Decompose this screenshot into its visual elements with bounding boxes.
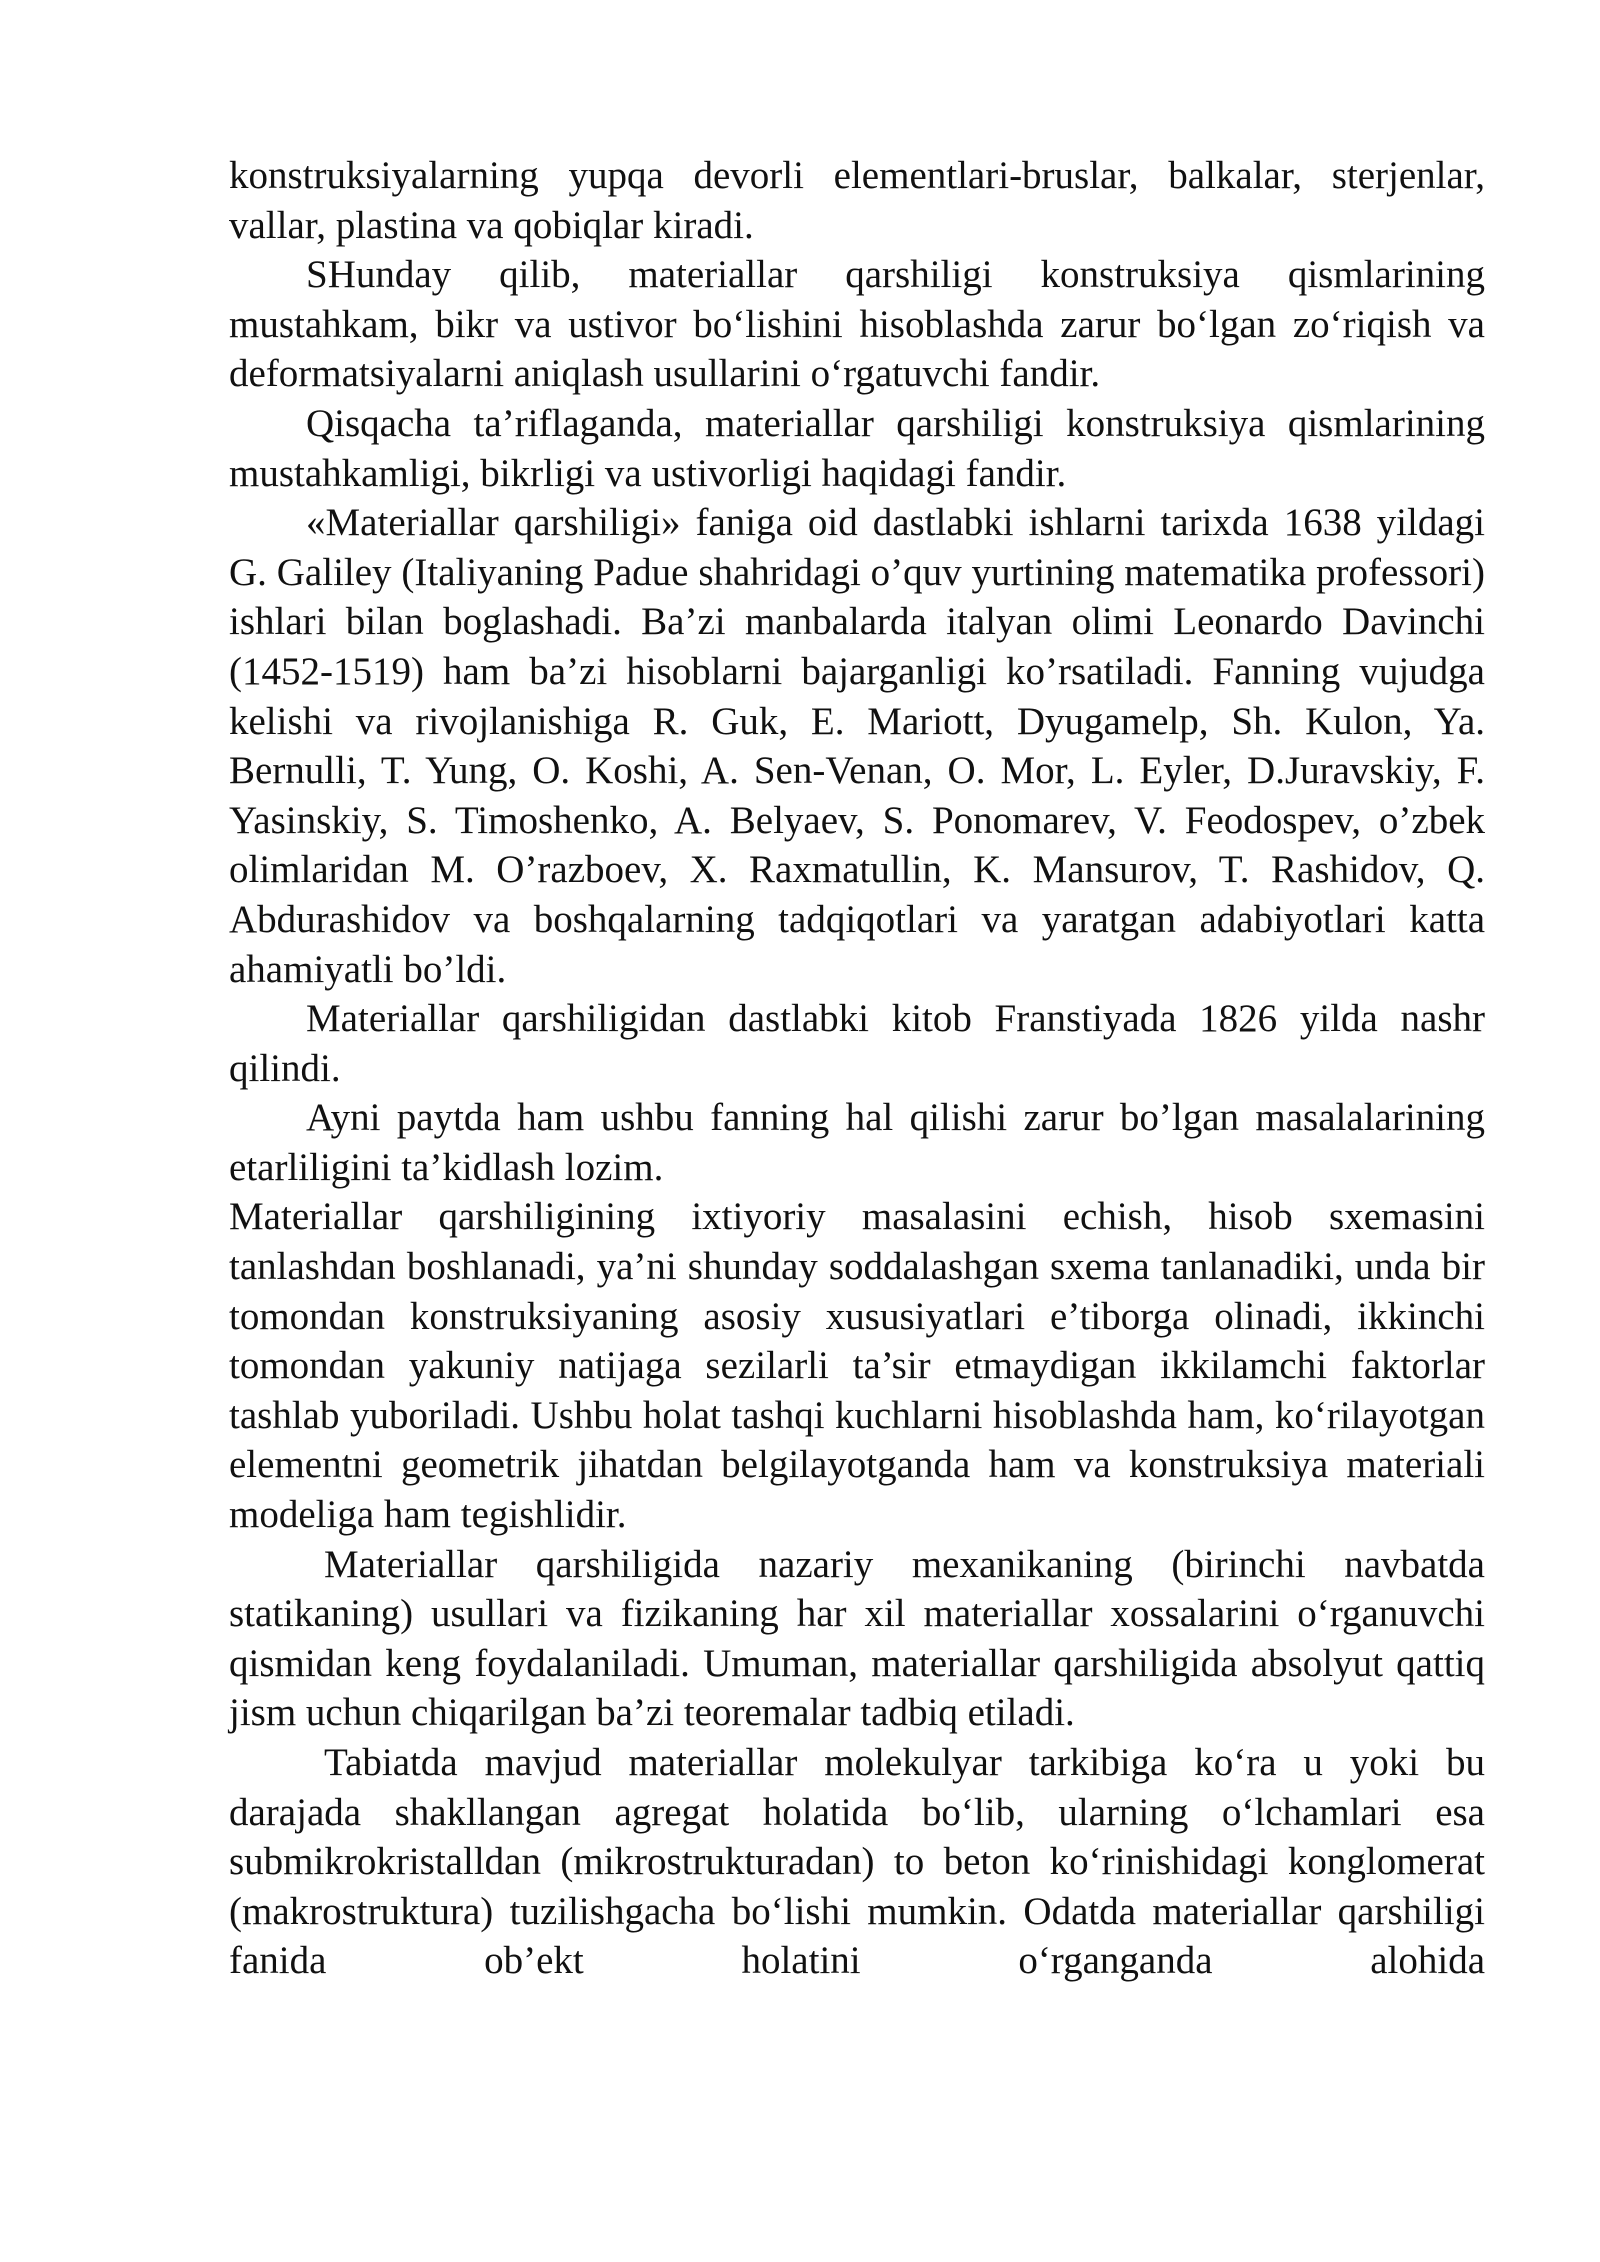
paragraph-5: Materiallar qarshiligidan dastlabki kitob Franstiyada 1826 yilda nashr qilindi.: [229, 997, 1485, 1090]
paragraph-4: «Materiallar qarshiligi» faniga oid dastlabki ishlarni tarixda 1638 yildagi G. Galiley (Italiyaning Padue shahridagi o’quv yurtining matematika professori) ishlari bilan boglashadi. Ba’zi manbalarda italyan olimi Leonardo Davinchi (1452-1519) ham ba’zi hisoblarni bajarganligi ko’rsatiladi. Fanning vujudga kelishi va rivojlanishiga R. Guk, E. Mariott, Dyugamelp, Sh. Kulon, Ya. Bernulli, T. Yung, O. Koshi, A. Sen-Venan, O. Mor, L. Eyler, D.Juravskiy, F. Yasinskiy, S. Timoshenko, A. Belyaev, S. Ponomarev, V. Feodospev, o’zbek olimlaridan M. O’razboev, X. Raxmatullin, K. Mansurov, T. Rashidov, Q. Abdurashidov va boshqalarning tadqiqotlari va yaratgan adabiyotlari katta ahamiyatli bo’ldi.: [229, 501, 1485, 991]
paragraph-6: Ayni paytda ham ushbu fanning hal qilishi zarur bo’lgan masalalarining etarliligini ta’kidlash lozim.: [229, 1096, 1485, 1189]
paragraph-3: Qisqacha ta’riflaganda, materiallar qarshiligi konstruksiya qismlarining mustahkamligi, bikrligi va ustivorligi haqidagi fandir.: [229, 401, 1485, 495]
paragraph-8: Materiallar qarshiligida nazariy mexanikaning (birinchi navbatda statikaning) usullari va fizikaning har xil materiallar xossalarini o‘rganuvchi qismidan keng foydalaniladi. Umuman, materiallar qarshiligida absolyut qattiq jism uchun chiqarilgan ba’zi teoremalar tadbiq etiladi.: [229, 1542, 1485, 1735]
paragraph-7: Materiallar qarshiligining ixtiyoriy masalasini echish, hisob sxemasini tanlashdan boshlanadi, ya’ni shunday soddalashgan sxema tanlanadiki, unda bir tomondan konstruksiyaning asosiy xususiyatlari e’tiborga olinadi, ikkinchi tomondan yakuniy natijaga sezilarli ta’sir etmaydigan ikkilamchi faktorlar tashlab yuboriladi. Ushbu holat tashqi kuchlarni hisoblashda ham, ko‘rilayotgan elementni geometrik jihatdan belgilayotganda ham va konstruksiya materiali modeliga ham tegishlidir.: [229, 1195, 1485, 1537]
document-page: [229, 151, 1485, 1986]
paragraph-2: SHunday qilib, materiallar qarshiligi konstruksiya qismlarining mustahkam, bikr va ustivor bo‘lishini hisoblashda zarur bo‘lgan zo‘riqish va deformatsiyalarni aniqlash usullarini o‘rgatuvchi fandir.: [229, 253, 1485, 396]
paragraph-1: konstruksiyalarning yupqa devorli elementlari-bruslar, balkalar, sterjenlar, vallar, plastina va qobiqlar kiradi.: [229, 154, 1485, 247]
paragraph-9: Tabiatda mavjud materiallar molekulyar tarkibiga ko‘ra u yoki bu darajada shakllangan agregat holatida bo‘lib, ularning o‘lchamlari esa submikrokristalldan (mikrostrukturadan) to beton ko‘rinishidagi konglomerat (makrostruktura) tuzilishgacha bo‘lishi mumkin. Odatda materiallar qarshiligi fanida ob’ekt holatini o‘rganganda alohida: [229, 1741, 1485, 1983]
